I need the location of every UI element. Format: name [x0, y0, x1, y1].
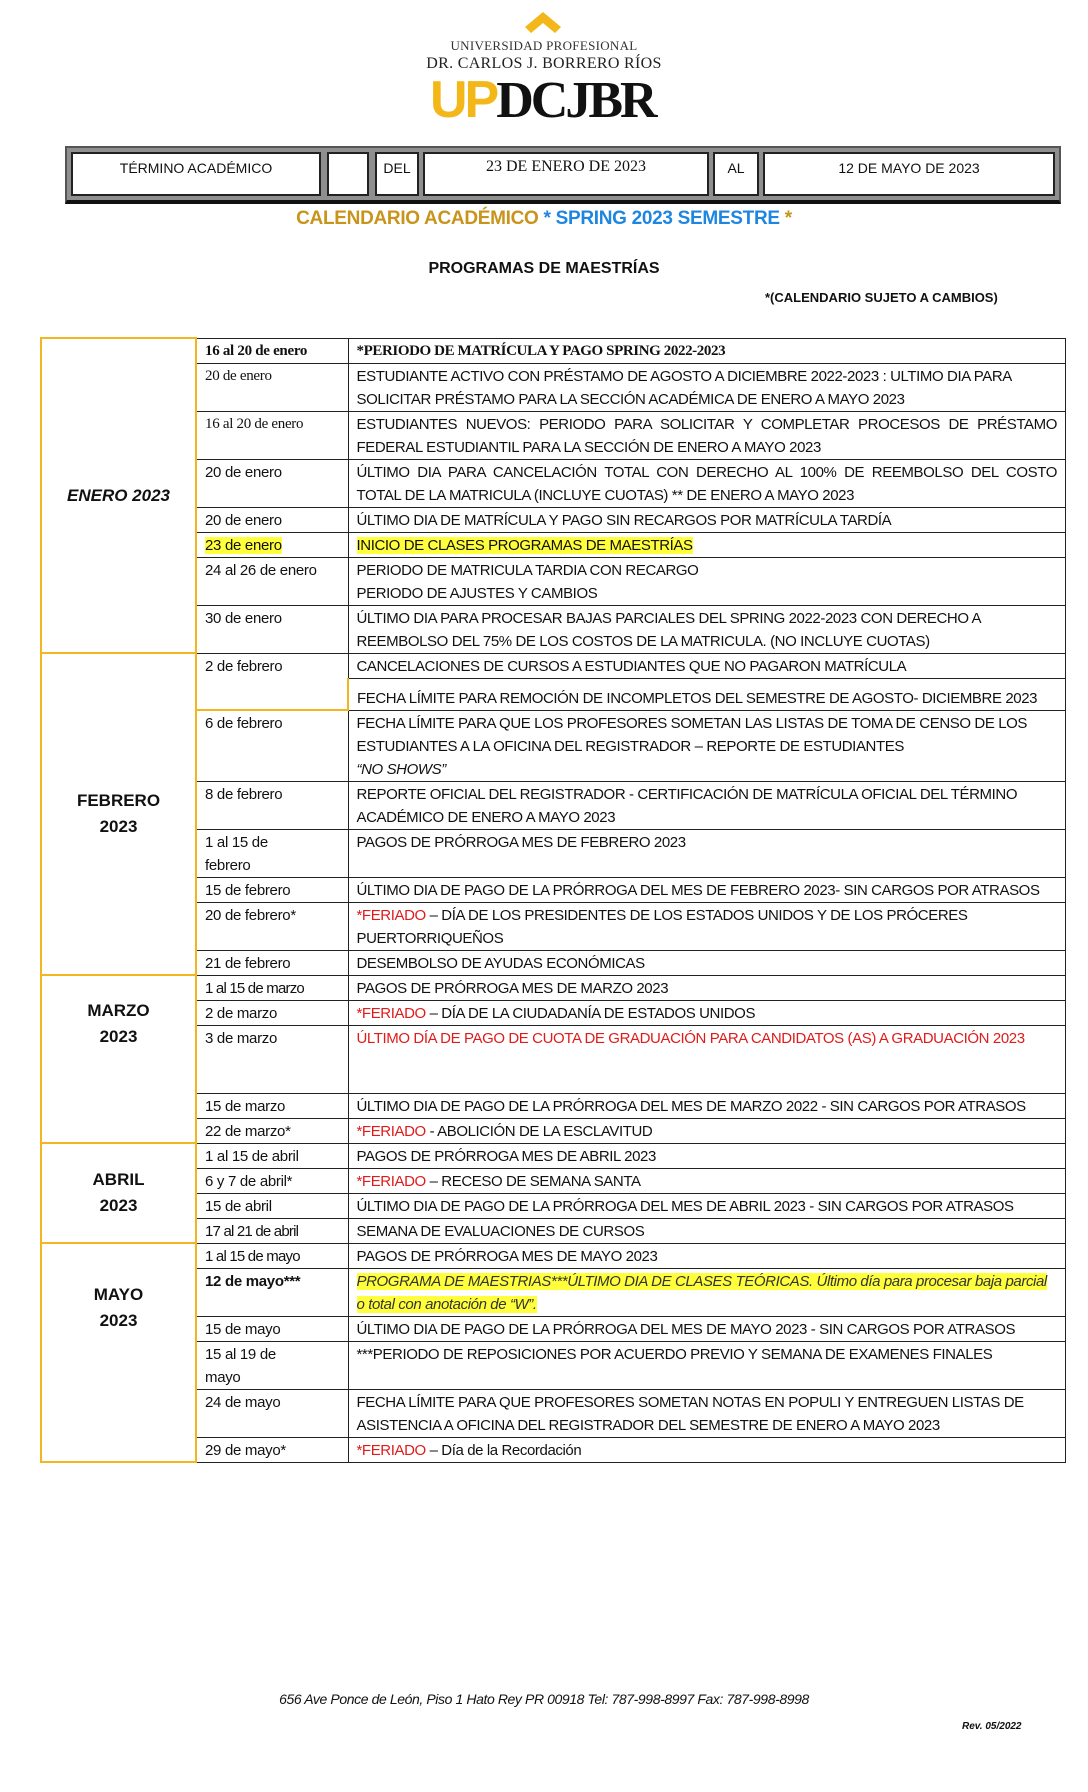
term-to-date: 12 DE MAYO DE 2023	[763, 152, 1055, 196]
row-date: 8 de febrero	[196, 781, 348, 829]
row-date: 15 de febrero	[196, 877, 348, 902]
row-date: 20 de enero	[196, 507, 348, 532]
university-logo	[0, 0, 1088, 135]
feriado-label: *FERIADO	[356, 906, 426, 924]
row-description: FECHA LÍMITE PARA QUE PROFESORES SOMETAN NOTAS EN POPULI Y ENTREGUEN LISTAS DE ASISTENCIA A OFICINA DEL REGISTRADOR DEL SEMESTRE DE ENERO A MAYO 2023	[348, 1389, 1066, 1437]
row-description: ***PERIODO DE REPOSICIONES POR ACUERDO PREVIO Y SEMANA DE EXAMENES FINALES	[348, 1341, 1066, 1389]
row-description: *FERIADO – RECESO DE SEMANA SANTA	[348, 1168, 1066, 1193]
term-blank-cell	[327, 152, 369, 196]
revision-label: Rev. 05/2022	[962, 1721, 1022, 1732]
term-to-label: AL	[713, 152, 759, 196]
feriado-label: *FERIADO	[356, 1172, 426, 1190]
feriado-label: *FERIADO	[356, 1004, 426, 1022]
row-description: *FERIADO – DÍA DE LOS PRESIDENTES DE LOS ESTADOS UNIDOS Y DE LOS PRÓCERES PUERTORRIQUEÑOS	[348, 902, 1066, 950]
row-description: PAGOS DE PRÓRROGA MES DE FEBRERO 2023	[348, 829, 1066, 877]
row-description: *FERIADO - ABOLICIÓN DE LA ESCLAVITUD	[348, 1118, 1066, 1143]
row-description: FECHA LÍMITE PARA REMOCIÓN DE INCOMPLETOS DEL SEMESTRE DE AGOSTO- DICIEMBRE 2023	[348, 678, 1066, 710]
academic-calendar-table	[40, 337, 1066, 1463]
month-enero: ENERO 2023	[41, 338, 196, 653]
row-description: PAGOS DE PRÓRROGA MES DE ABRIL 2023	[348, 1143, 1066, 1168]
logo-line-2: DR. CARLOS J. BORRERO RÍOS	[426, 55, 662, 72]
feriado-label: *FERIADO	[356, 1441, 426, 1459]
term-label: TÉRMINO ACADÉMICO	[71, 152, 321, 196]
row-date: 12 de mayo***	[196, 1268, 348, 1316]
row-date: 29 de mayo*	[196, 1437, 348, 1462]
row-description: CANCELACIONES DE CURSOS A ESTUDIANTES QUE NO PAGARON MATRÍCULA	[348, 653, 1066, 678]
row-description: ÚLTIMO DIA DE PAGO DE LA PRÓRROGA DEL MES DE ABRIL 2023 - SIN CARGOS POR ATRASOS	[348, 1193, 1066, 1218]
row-date: 20 de enero	[196, 363, 348, 411]
row-date: 24 al 26 de enero	[196, 557, 348, 605]
row-description: PROGRAMA DE MAESTRIAS***ÚLTIMO DIA DE CLASES TEÓRICAS. Último día para procesar baja parcial o total con anotación de “W”.	[348, 1268, 1066, 1316]
row-date: 6 y 7 de abril*	[196, 1168, 348, 1193]
row-description: *FERIADO – Día de la Recordación	[348, 1437, 1066, 1462]
row-description: ÚLTIMO DÍA DE PAGO DE CUOTA DE GRADUACIÓN PARA CANDIDATOS (AS) A GRADUACIÓN 2023	[348, 1025, 1066, 1093]
row-description: *FERIADO – DÍA DE LA CIUDADANÍA DE ESTADOS UNIDOS	[348, 1000, 1066, 1025]
row-date: 17 al 21 de abril	[196, 1218, 348, 1243]
row-description: ÚLTIMO DIA PARA CANCELACIÓN TOTAL CON DERECHO AL 100% DE REEMBOLSO DEL COSTO TOTAL DE LA MATRICULA (INCLUYE CUOTAS) ** DE ENERO A MAYO 2023	[348, 459, 1066, 507]
row-description: ÚLTIMO DIA PARA PROCESAR BAJAS PARCIALES DEL SPRING 2022-2023 CON DERECHO A REEMBOLSO DEL 75% DE LOS COSTOS DE LA MATRICULA. (NO INCLUYE CUOTAS)	[348, 605, 1066, 653]
table-row	[41, 1143, 1066, 1168]
row-date: 16 al 20 de enero	[196, 338, 348, 363]
calendar-title: CALENDARIO ACADÉMICO * SPRING 2023 SEMESTRE *	[296, 208, 792, 229]
row-date: 1 al 15 de abril	[196, 1143, 348, 1168]
row-date: 15 de mayo	[196, 1316, 348, 1341]
row-description: ÚLTIMO DIA DE PAGO DE LA PRÓRROGA DEL MES DE MAYO 2023 - SIN CARGOS POR ATRASOS	[348, 1316, 1066, 1341]
row-date: 22 de marzo*	[196, 1118, 348, 1143]
row-description: INICIO DE CLASES PROGRAMAS DE MAESTRÍAS	[348, 532, 1066, 557]
month-marzo: MARZO 2023	[41, 975, 196, 1143]
row-date: 3 de marzo	[196, 1025, 348, 1093]
program-subtitle: PROGRAMAS DE MAESTRÍAS	[428, 260, 660, 277]
row-date: 2 de febrero	[196, 653, 348, 710]
row-date: 15 de abril	[196, 1193, 348, 1218]
row-description: ESTUDIANTE ACTIVO CON PRÉSTAMO DE AGOSTO A DICIEMBRE 2022-2023 : ULTIMO DIA PARA SOLICITAR PRÉSTAMO PARA LA SECCIÓN ACADÉMICA DE ENERO A MAYO 2023	[348, 363, 1066, 411]
term-from-date: 23 DE ENERO DE 2023	[423, 152, 709, 196]
feriado-label: *FERIADO	[356, 1122, 426, 1140]
row-date: 1 al 15 de febrero	[196, 829, 348, 877]
row-date: 15 al 19 de mayo	[196, 1341, 348, 1389]
row-description: FECHA LÍMITE PARA QUE LOS PROFESORES SOMETAN LAS LISTAS DE TOMA DE CENSO DE LOS ESTUDIANTES A LA OFICINA DEL REGISTRADOR – REPORTE DE ESTUDIANTES “NO SHOWS”	[348, 710, 1066, 781]
row-description: DESEMBOLSO DE AYUDAS ECONÓMICAS	[348, 950, 1066, 975]
row-description: PAGOS DE PRÓRROGA MES DE MARZO 2023	[348, 975, 1066, 1000]
logo-wordmark: UPDCJBR	[430, 71, 655, 129]
row-date: 16 al 20 de enero	[196, 411, 348, 459]
row-description: *PERIODO DE MATRÍCULA Y PAGO SPRING 2022-2023	[348, 338, 1066, 363]
row-description: ÚLTIMO DIA DE PAGO DE LA PRÓRROGA DEL MES DE FEBRERO 2023- SIN CARGOS POR ATRASOS	[348, 877, 1066, 902]
row-date: 20 de enero	[196, 459, 348, 507]
table-row	[41, 338, 1066, 363]
subject-to-change-note: *(CALENDARIO SUJETO A CAMBIOS)	[765, 290, 998, 305]
row-date: 23 de enero	[196, 532, 348, 557]
table-row	[41, 653, 1066, 678]
row-description: ÚLTIMO DIA DE PAGO DE LA PRÓRROGA DEL MES DE MARZO 2022 - SIN CARGOS POR ATRASOS	[348, 1093, 1066, 1118]
chevron-up-icon	[525, 12, 561, 34]
month-mayo: MAYO 2023	[41, 1243, 196, 1462]
footer-address: 656 Ave Ponce de León, Piso 1 Hato Rey PR 00918 Tel: 787-998-8997 Fax: 787-998-8998	[279, 1691, 809, 1707]
row-description: REPORTE OFICIAL DEL REGISTRADOR - CERTIFICACIÓN DE MATRÍCULA OFICIAL DEL TÉRMINO ACADÉMICO DE ENERO A MAYO 2023	[348, 781, 1066, 829]
row-date: 21 de febrero	[196, 950, 348, 975]
row-description: SEMANA DE EVALUACIONES DE CURSOS	[348, 1218, 1066, 1243]
table-row	[41, 975, 1066, 1000]
month-febrero: FEBRERO 2023	[41, 653, 196, 975]
table-row	[41, 1243, 1066, 1268]
row-date: 15 de marzo	[196, 1093, 348, 1118]
row-description: ESTUDIANTES NUEVOS: PERIODO PARA SOLICITAR Y COMPLETAR PROCESOS DE PRÉSTAMO FEDERAL ESTUDIANTIL PARA LA SECCIÓN DE ENERO A MAYO 2023	[348, 411, 1066, 459]
row-date: 6 de febrero	[196, 710, 348, 781]
row-date: 20 de febrero*	[196, 902, 348, 950]
row-date: 1 al 15 de mayo	[196, 1243, 348, 1268]
row-date: 30 de enero	[196, 605, 348, 653]
row-date: 2 de marzo	[196, 1000, 348, 1025]
row-description: PAGOS DE PRÓRROGA MES DE MAYO 2023	[348, 1243, 1066, 1268]
row-description: ÚLTIMO DIA DE MATRÍCULA Y PAGO SIN RECARGOS POR MATRÍCULA TARDÍA	[348, 507, 1066, 532]
logo-line-1: UNIVERSIDAD PROFESIONAL	[450, 38, 638, 53]
month-abril: ABRIL 2023	[41, 1143, 196, 1243]
term-from-label: DEL	[375, 152, 419, 196]
row-date: 24 de mayo	[196, 1389, 348, 1437]
term-bar	[65, 146, 1061, 204]
row-date: 1 al 15 de marzo	[196, 975, 348, 1000]
row-description: PERIODO DE MATRICULA TARDIA CON RECARGO PERIODO DE AJUSTES Y CAMBIOS	[348, 557, 1066, 605]
